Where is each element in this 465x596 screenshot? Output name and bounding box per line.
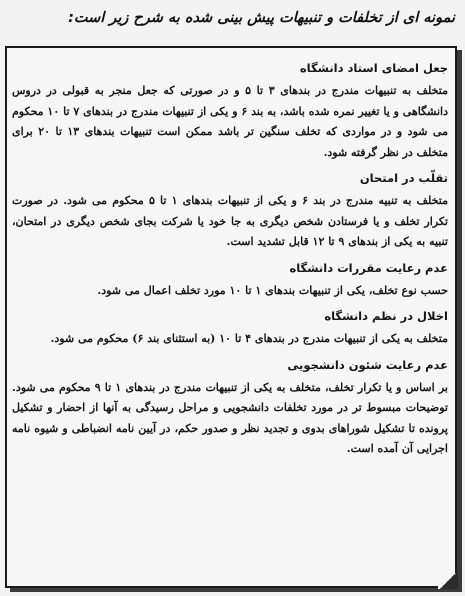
content-body [12, 60, 448, 467]
section-heading: تقلّب در امتحان [359, 171, 448, 185]
section-heading: عدم رعایت شئون دانشجویی [287, 357, 448, 372]
section-order-disruption [12, 308, 448, 350]
section-heading: عدم رعایت مقررات دانشگاه [289, 260, 448, 275]
section-heading: جعل امضای استاد دانشگاه [299, 61, 448, 75]
section-student-conduct [12, 357, 448, 460]
section-regulations-violation [12, 260, 448, 302]
section-text: متخلف به تنبیه مندرج در بند ۶ و یکی از تنبیهات بندهای ۱ تا ۵ محکوم می شود. در صورت تکرار تخلف و یا فرستادن شخص دیگری به جا خود یا شرکت بجای شخص دیگری در امتحان، تنبیه به یکی از بندهای ۹ تا ۱۲ قابل تشدید است. [12, 194, 448, 248]
section-text: بر اساس و یا تکرار تخلف، متخلف به یکی از تنبیهات مندرج در بندهای ۱ تا ۹ محکوم می شود. توضیحات مبسوط تر در مورد تخلفات دانشجویی و مراحل رسیدگی به آنها از احضار و تشکیل پرونده تا تشکیل شوراهای بدوی و تجدید نظر و صدور حکم، در آیین نامه انضباطی و شیوه نامه اجرایی آن آمده است. [12, 380, 448, 455]
section-signature-forgery [12, 60, 448, 163]
section-text: متخلف به یکی از تنبیهات مندرج در بندهای ۴ تا ۱۰ (به استثنای بند ۶) محکوم می شود. [50, 332, 448, 345]
page-fold-corner [438, 573, 458, 589]
section-exam-cheating [12, 170, 448, 253]
page-title: نمونه ای از تخلفات و تنبیهات پیش بینی شده به شرح زیر است: [68, 10, 455, 26]
section-text: متخلف به تنبیهات مندرج در بندهای ۳ تا ۵ و در صورتی که جعل منجر به قبولی در دروس دانشگاهی و یا تغییر نمره شده باشد، به بند ۶ و یکی از تنبیهات مندرج در بندهای ۷ تا ۱۰ محکوم می شود و در مواردی که تخلف سنگین تر باشد ممکن است تنبیهات بندهای ۱۳ تا ۲۰ برای متخلف در نظر گرفته شود. [12, 84, 448, 159]
section-heading: اخلال در نظم دانشگاه [324, 309, 448, 323]
section-text: حسب نوع تخلف، یکی از تنبیهات بندهای ۱ تا ۱۰ مورد تخلف اعمال می شود. [97, 283, 448, 297]
